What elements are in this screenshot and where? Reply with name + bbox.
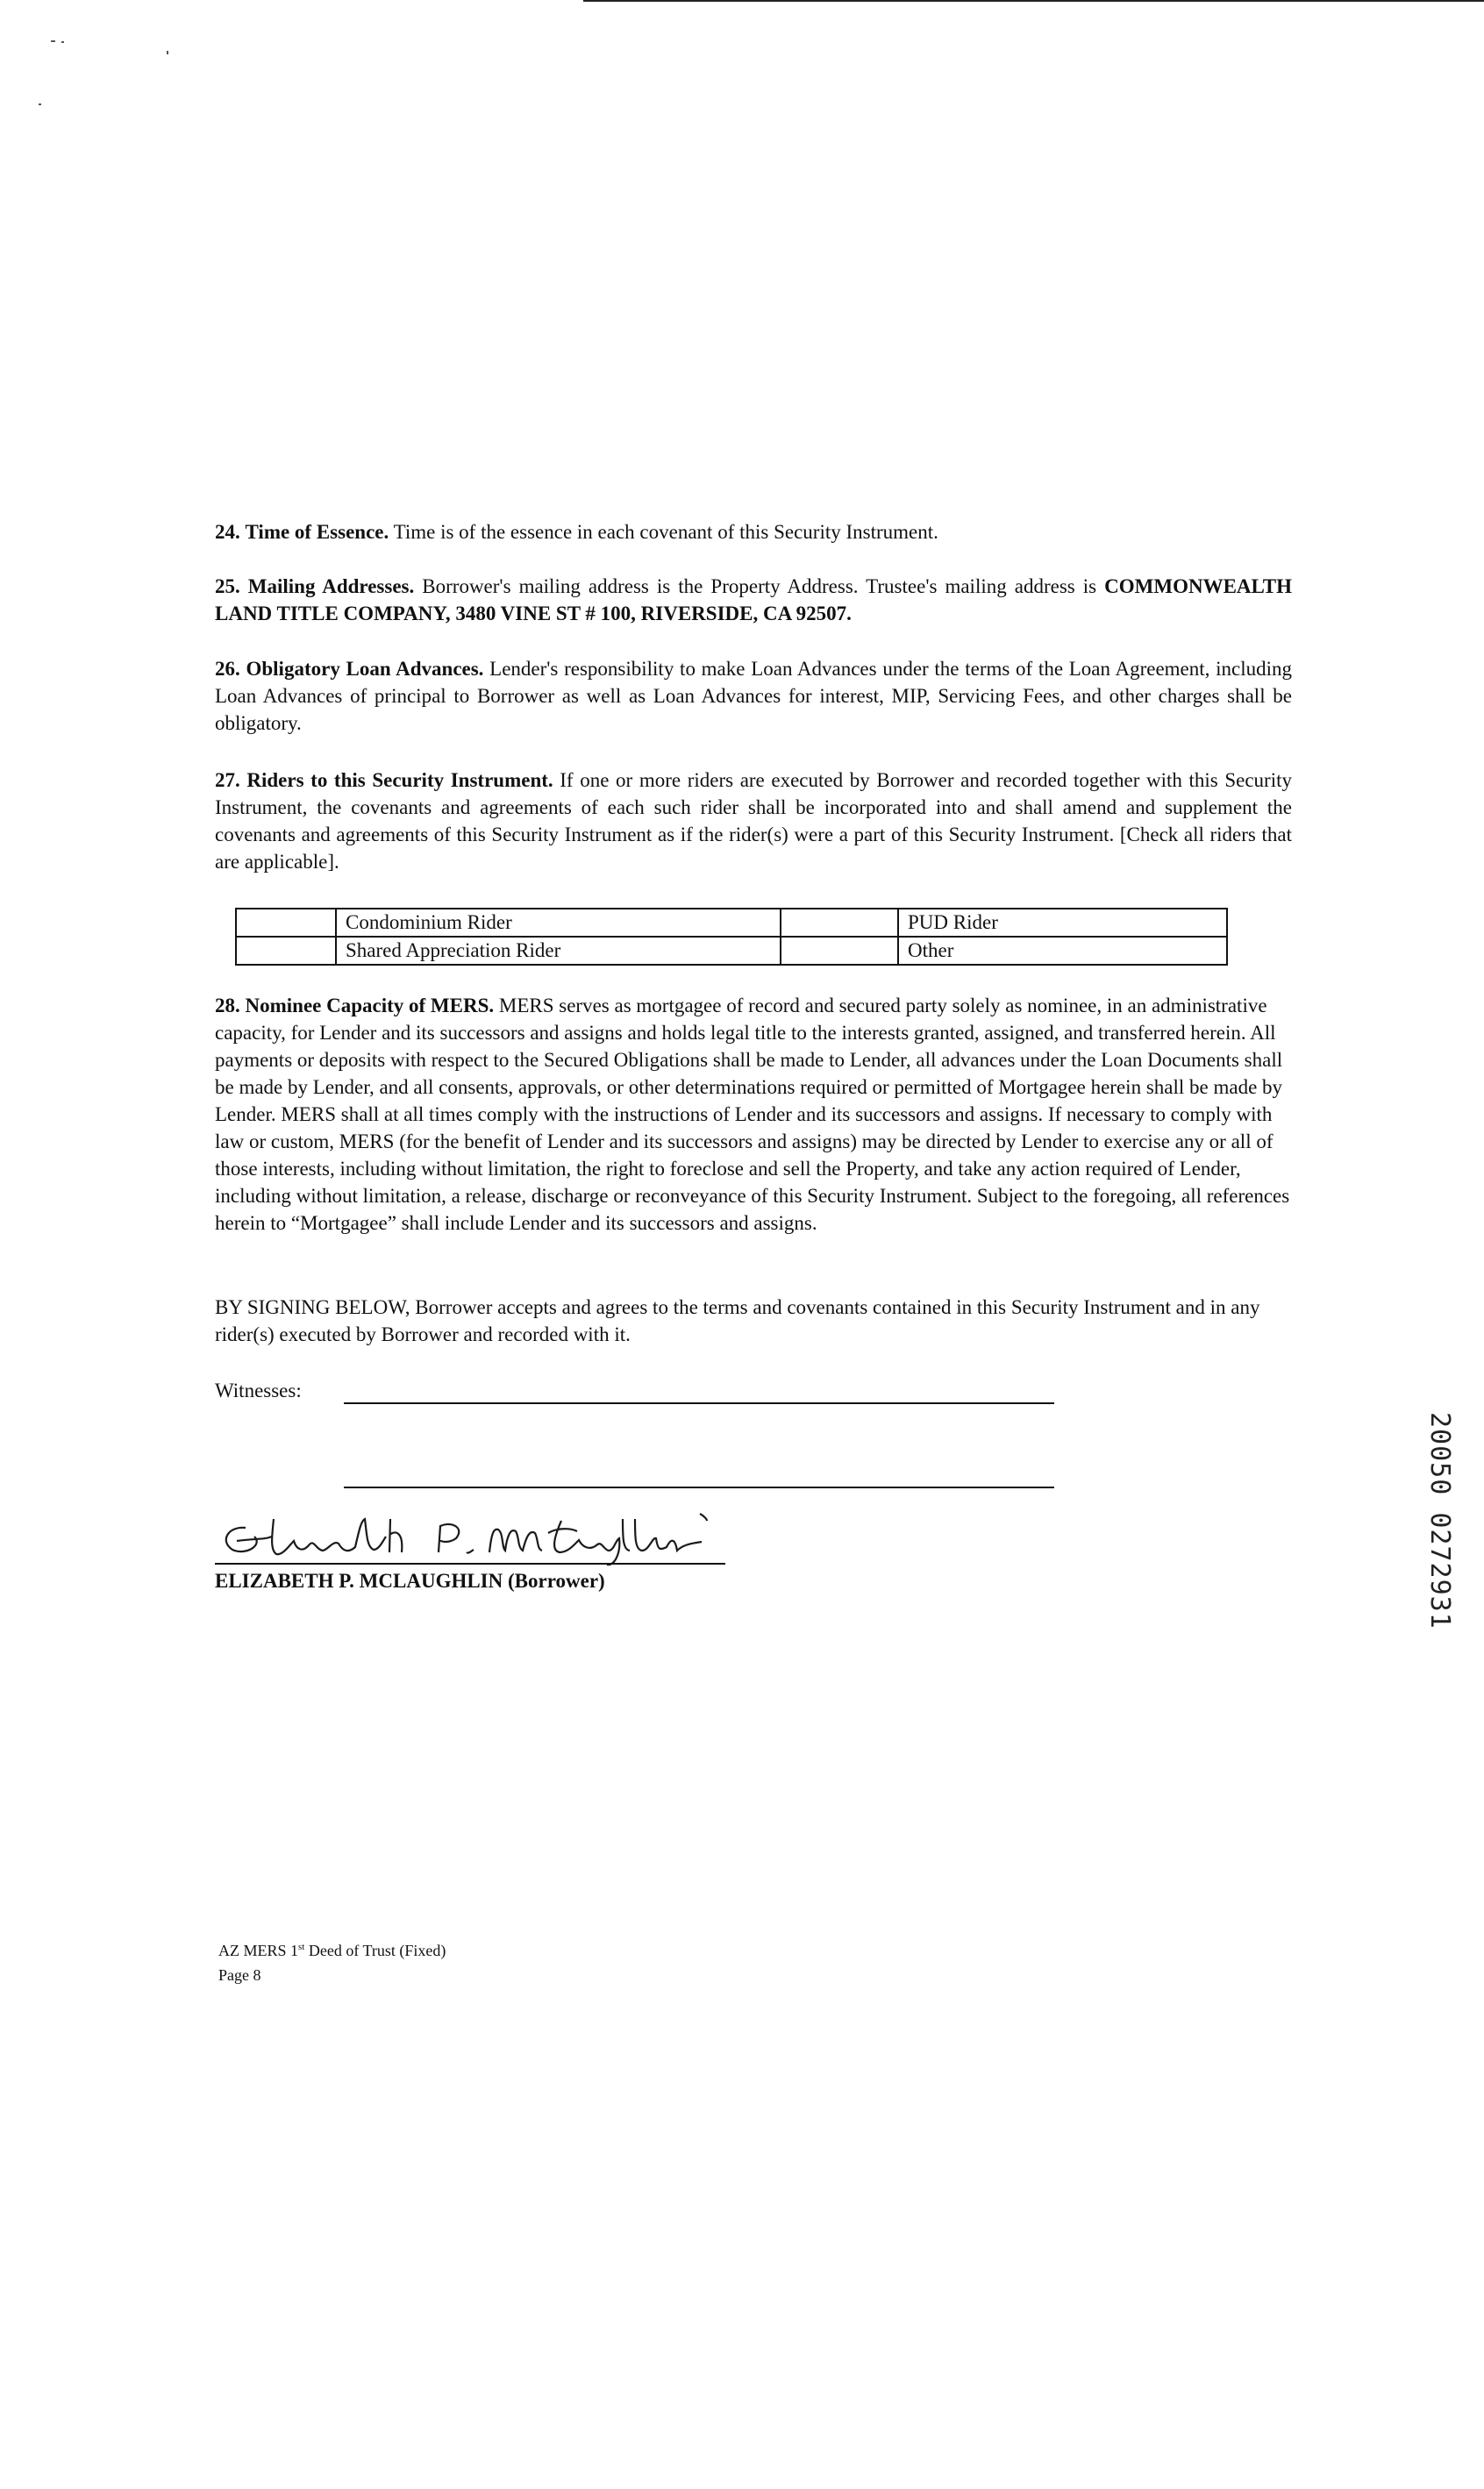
section-24 bbox=[215, 518, 1292, 546]
section-heading: Mailing Addresses. bbox=[247, 575, 415, 597]
form-prefix: AZ MERS 1 bbox=[218, 1942, 299, 1959]
section-heading: Obligatory Loan Advances. bbox=[246, 658, 484, 680]
section-text: MERS serves as mortgagee of record and secured party solely as nominee, in an administrative capacity, for Lender and its successors and assigns and holds legal title to the interests granted, assigned, and transferred herein. All payments or deposits with respect to the Secured Obligations shall be made to Lender, all advances under the Loan Documents shall be made by Lender, and all consents, approvals, or other determinations required or permitted of Mortgagee herein shall be made by Lender. MERS shall at all times comply with the instructions of Lender and its successors and assigns. If necessary to comply with law or custom, MERS (for the benefit of Lender and its successors and assigns) may be directed by Lender to exercise any or all of those interests, including without limitation, the right to foreclose and sell the Property, and take any action required of Lender, including without limitation, a release, discharge or reconveyance of this Security Instrument. Subject to the foregoing, all references herein to “Mortgagee” shall include Lender and its successors and assigns. bbox=[215, 995, 1290, 1234]
section-26 bbox=[215, 655, 1292, 737]
borrower-signature-line[interactable] bbox=[215, 1563, 725, 1565]
scan-speck bbox=[51, 40, 55, 42]
shared-appreciation-rider-checkbox[interactable] bbox=[236, 937, 336, 965]
section-heading: Riders to this Security Instrument. bbox=[246, 769, 553, 791]
section-number: 25. bbox=[215, 575, 240, 597]
pud-rider-checkbox[interactable] bbox=[781, 909, 898, 937]
section-number: 28. bbox=[215, 995, 240, 1016]
witness-signature-line[interactable] bbox=[344, 1487, 1054, 1488]
section-number: 26. bbox=[215, 658, 240, 680]
section-text: Borrower's mailing address is the Property Address. Trustee's mailing address is bbox=[414, 575, 1105, 597]
pud-rider-label: PUD Rider bbox=[898, 909, 1227, 937]
section-28 bbox=[215, 992, 1292, 1237]
trustee-address: COMMONWEALTH LAND TITLE COMPANY, 3480 VINE ST # 100, RIVERSIDE, CA 92507. bbox=[215, 575, 1292, 624]
scan-speck bbox=[167, 51, 168, 54]
riders-table bbox=[235, 908, 1228, 966]
borrower-name: ELIZABETH P. MCLAUGHLIN (Borrower) bbox=[215, 1570, 605, 1592]
section-heading: Nominee Capacity of MERS. bbox=[245, 995, 495, 1016]
table-row bbox=[236, 937, 1227, 965]
section-heading: Time of Essence. bbox=[245, 521, 389, 543]
scan-speck bbox=[61, 41, 64, 43]
other-rider-checkbox[interactable] bbox=[781, 937, 898, 965]
section-text: Lender's responsibility to make Loan Advances under the terms of the Loan Agreement, including Loan Advances of principal to Borrower as well as Loan Advances for interest, MIP, Servicing Fees, and other charges shall be obligatory. bbox=[215, 658, 1292, 734]
section-text: Time is of the essence in each covenant of this Security Instrument. bbox=[389, 521, 938, 543]
table-row bbox=[236, 909, 1227, 937]
signing-statement: BY SIGNING BELOW, Borrower accepts and agrees to the terms and covenants contained in this Security Instrument and in any rider(s) executed by Borrower and recorded with it. bbox=[215, 1296, 1260, 1345]
recording-stamp-text: 20050 0272931 bbox=[1424, 1412, 1455, 1630]
section-25 bbox=[215, 573, 1292, 627]
shared-appreciation-rider-label: Shared Appreciation Rider bbox=[336, 937, 781, 965]
form-superscript: st bbox=[298, 1942, 305, 1952]
scan-speck bbox=[39, 103, 41, 105]
section-number: 24. bbox=[215, 521, 240, 543]
section-number: 27. bbox=[215, 769, 240, 791]
form-suffix: Deed of Trust (Fixed) bbox=[304, 1942, 446, 1959]
condominium-rider-checkbox[interactable] bbox=[236, 909, 336, 937]
recording-stamp bbox=[1421, 1412, 1456, 1649]
condominium-rider-label: Condominium Rider bbox=[336, 909, 781, 937]
section-27 bbox=[215, 767, 1292, 875]
borrower-signature bbox=[210, 1501, 737, 1572]
other-rider-label: Other bbox=[898, 937, 1227, 965]
top-border-line bbox=[583, 0, 1484, 2]
form-identifier bbox=[218, 1942, 446, 1960]
witnesses-label: Witnesses: bbox=[215, 1380, 302, 1401]
witness-signature-line[interactable] bbox=[344, 1402, 1054, 1404]
page-number: Page 8 bbox=[218, 1966, 261, 1984]
section-text: If one or more riders are executed by Borrower and recorded together with this Security Instrument, the covenants and agreements of each such rider shall be incorporated into and shall amend and supplement the covenants and agreements of this Security Instrument as if the rider(s) were a part of this Security Instrument. [Check all riders that are applicable]. bbox=[215, 769, 1292, 873]
